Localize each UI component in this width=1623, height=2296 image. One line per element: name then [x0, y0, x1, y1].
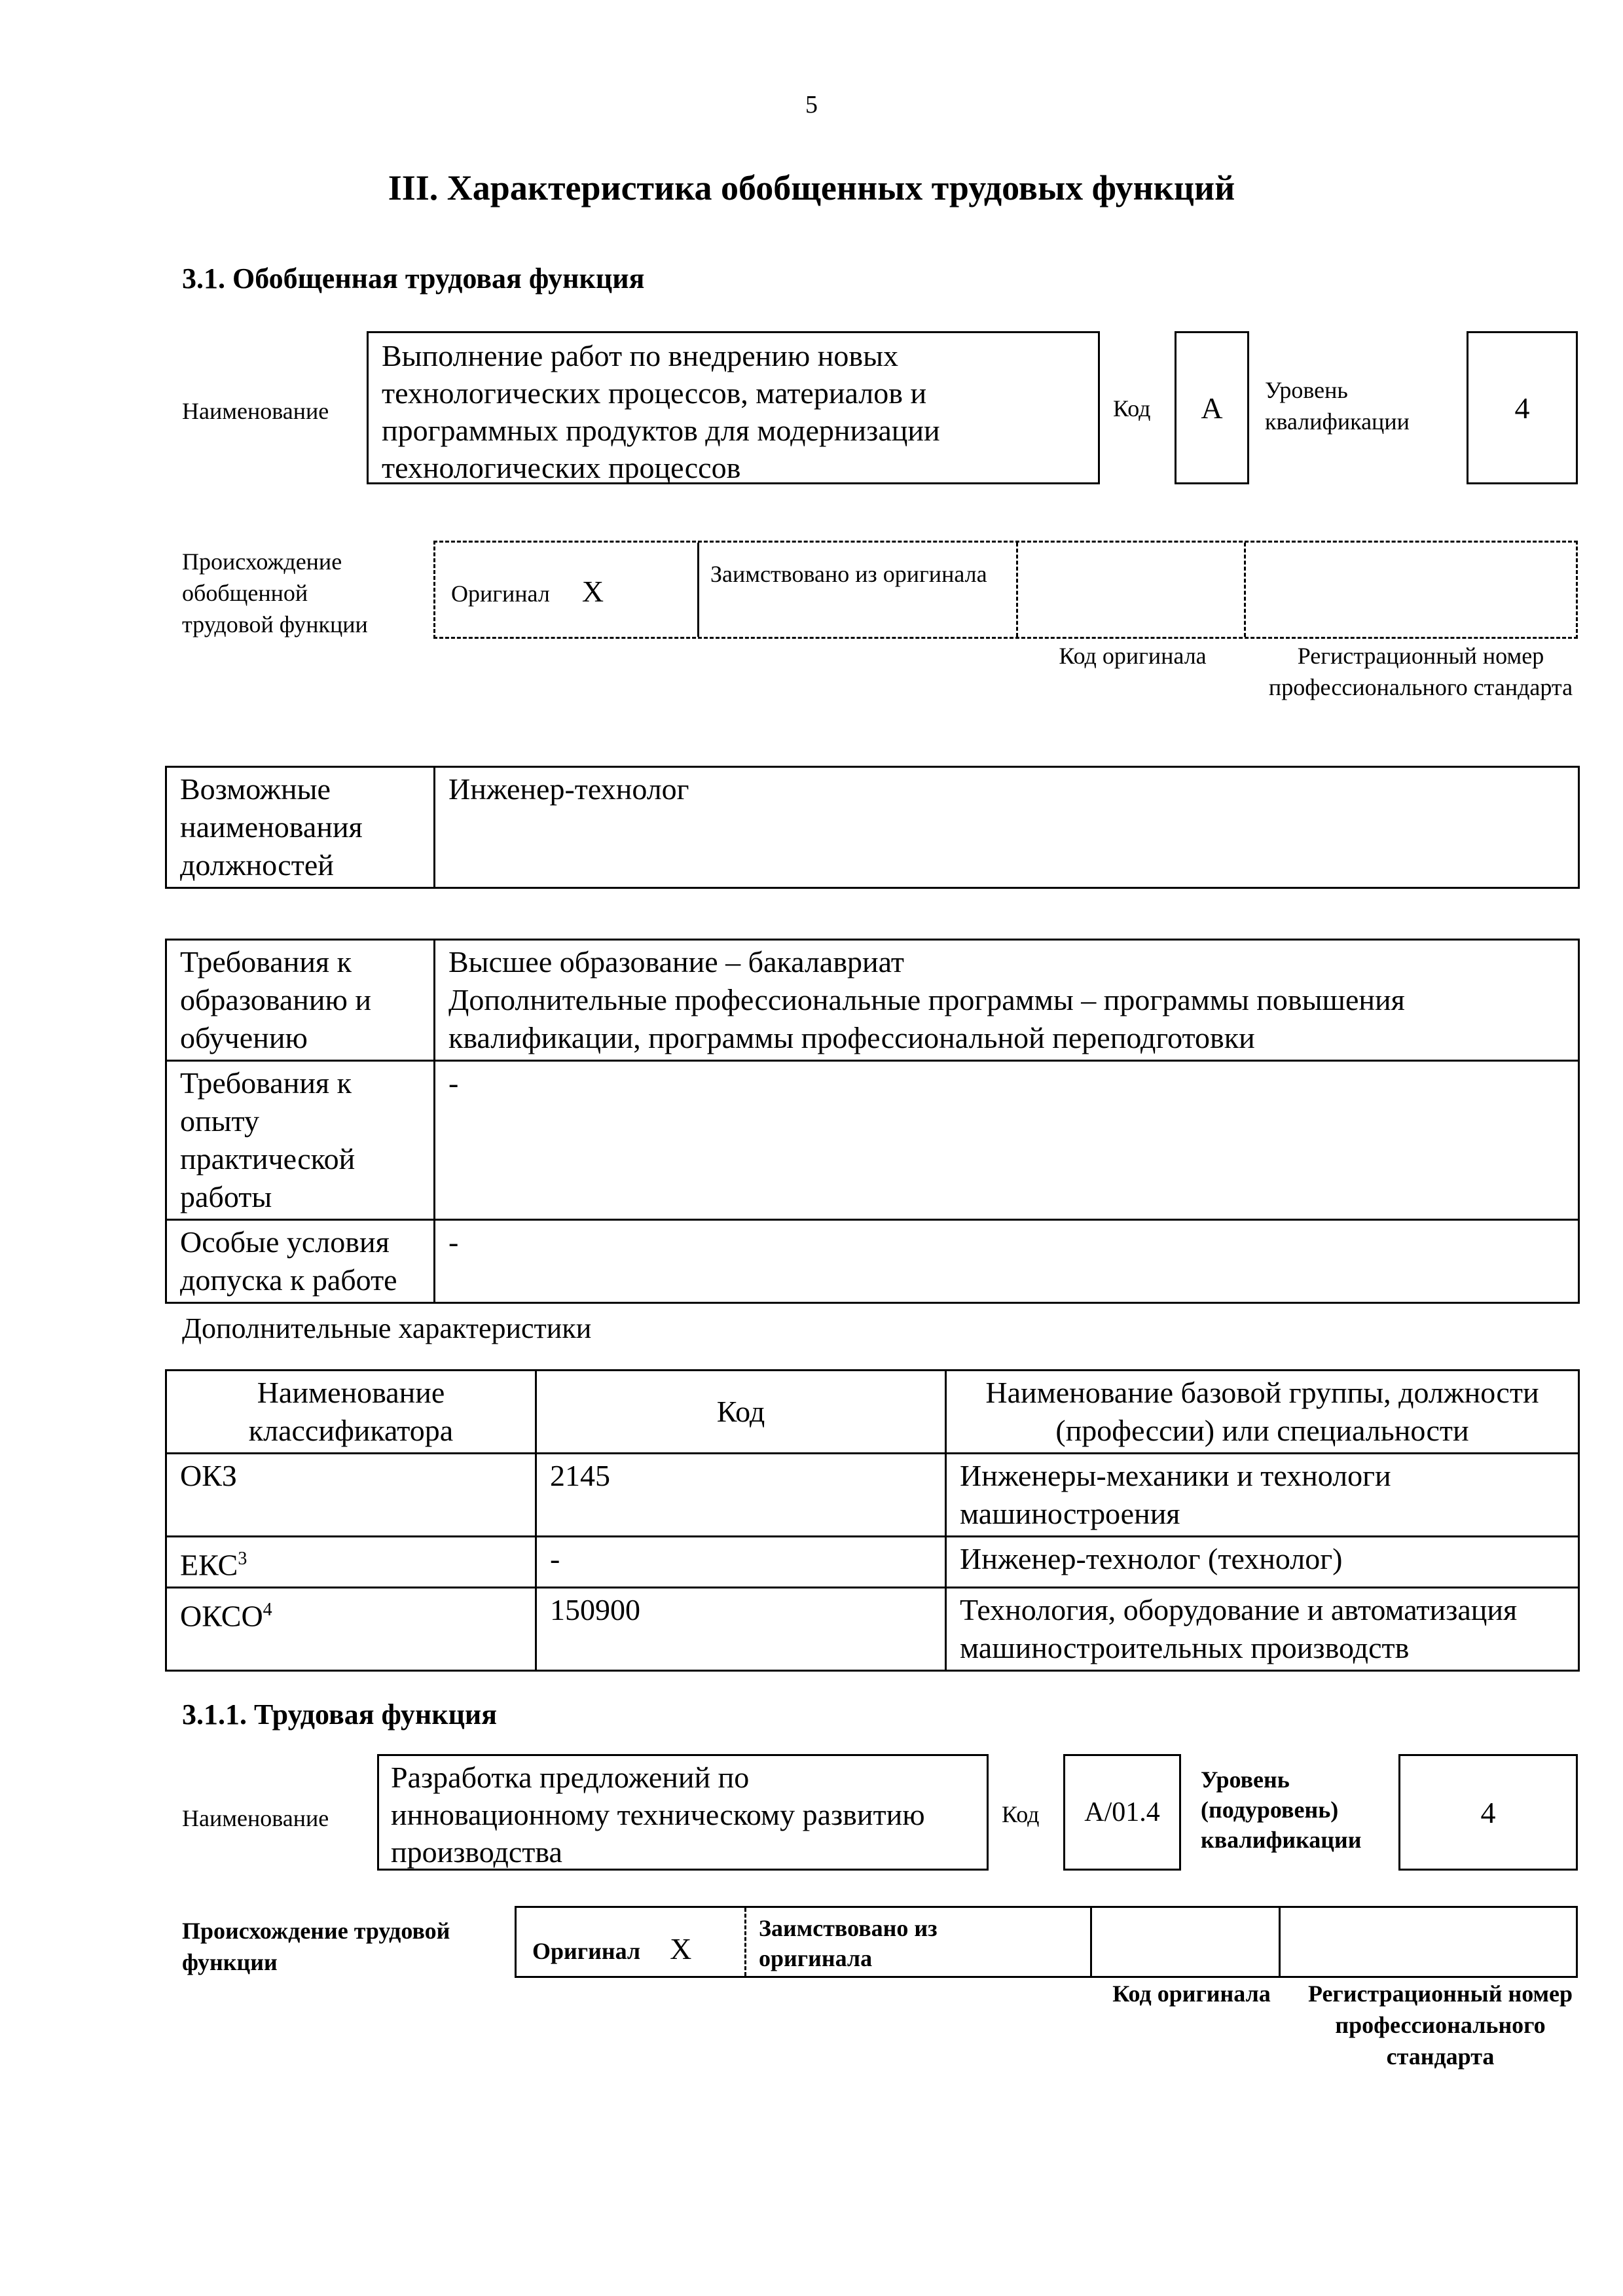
tf-level-label-3: квалификации — [1201, 1827, 1362, 1853]
tf-code-value: А/01.4 — [1084, 1797, 1160, 1827]
row-code: 150900 — [536, 1588, 946, 1671]
row-code: 2145 — [536, 1454, 946, 1537]
tf-name-box — [377, 1754, 989, 1871]
req-education-label: Требования к образованию и обучению — [166, 940, 435, 1061]
tf-name-value: Разработка предложений по инновационному техническому развитию производства — [391, 1761, 925, 1869]
additional-header-classifier: Наименование классификатора — [166, 1371, 536, 1454]
otf-name-value: Выполнение работ по внедрению новых технологических процессов, материалов и программных продуктов для модернизации технологических процессов — [382, 339, 940, 484]
otf-origin-borrowed: Заимствовано из оригинала — [710, 561, 987, 587]
requirement-row-experience — [166, 1061, 1579, 1220]
otf-level-box — [1467, 331, 1578, 484]
otf-code-label: Код — [1113, 395, 1151, 422]
footnote-mark: 3 — [238, 1549, 247, 1569]
req-special-label: Особые условия допуска к работе — [166, 1220, 435, 1303]
additional-header-row — [166, 1371, 1579, 1454]
tf-level-label-2: (подуровень) — [1201, 1797, 1339, 1823]
requirements-table — [165, 939, 1580, 1304]
tf-code-box — [1063, 1754, 1181, 1871]
additional-title: Дополнительные характеристики — [182, 1312, 592, 1344]
positions-label: Возможные наименования должностей — [166, 767, 435, 888]
tf-level-box — [1398, 1754, 1578, 1871]
positions-table — [165, 766, 1580, 889]
tf-code-label: Код — [1002, 1801, 1040, 1827]
req-experience-label: Требования к опыту практической работы — [166, 1061, 435, 1220]
req-education-value — [435, 940, 1579, 1061]
requirement-row-special — [166, 1220, 1579, 1303]
otf-name-label: Наименование — [182, 398, 329, 424]
requirement-row-education — [166, 940, 1579, 1061]
otf-origin-mark: X — [581, 575, 604, 608]
otf-level-value: 4 — [1514, 391, 1530, 425]
tf-origin-original: Оригинал — [532, 1938, 641, 1964]
row-desc: Технология, оборудование и автоматизация машиностроительных производств — [946, 1588, 1579, 1671]
table-row — [166, 1588, 1579, 1671]
tf-level-label-1: Уровень — [1201, 1767, 1290, 1793]
row-desc: Инженеры-механики и технологи машиностроения — [946, 1454, 1579, 1537]
otf-heading: 3.1. Обобщенная трудовая функция — [182, 262, 645, 295]
otf-origin-label: Происхождение обобщенной трудовой функции — [182, 548, 368, 637]
req-education-line-2: Дополнительные профессиональные программы – программы повышения квалификации, программы профессиональной переподготовки — [448, 983, 1405, 1054]
footnote-mark: 4 — [263, 1600, 272, 1621]
additional-header-code: Код — [536, 1371, 946, 1454]
positions-value: Инженер-технолог — [435, 767, 1579, 888]
page-number: 5 — [805, 91, 818, 118]
table-row — [166, 1454, 1579, 1537]
row-classifier-name: ОКСО — [180, 1599, 263, 1633]
row-classifier-name: ЕКС — [180, 1548, 238, 1582]
tf-caption-reg-number: Регистрационный номер профессионального стандарта — [1307, 1981, 1573, 2070]
tf-level-label — [1201, 1765, 1362, 1855]
row-classifier-name: ОКЗ — [180, 1459, 237, 1492]
section-title: III. Характеристика обобщенных трудовых функций — [388, 168, 1235, 207]
otf-origin-original: Оригинал — [451, 581, 550, 607]
req-education-line-1: Высшее образование – бакалавриат — [448, 945, 904, 978]
tf-caption-code-original: Код оригинала — [1112, 1981, 1271, 2007]
otf-level-label — [1265, 374, 1410, 437]
tf-origin-mark: X — [670, 1932, 692, 1965]
otf-caption-code-original: Код оригинала — [1059, 643, 1207, 669]
otf-code-box — [1175, 331, 1249, 484]
tf-level-value: 4 — [1480, 1795, 1496, 1829]
row-desc: Инженер-технолог (технолог) — [946, 1537, 1579, 1588]
table-row — [166, 1537, 1579, 1588]
row-classifier — [166, 1454, 536, 1537]
tf-origin-borrowed: Заимствовано из оригинала — [759, 1915, 938, 1971]
req-experience-value: - — [435, 1061, 1579, 1220]
tf-origin-label: Происхождение трудовой функции — [182, 1918, 450, 1975]
otf-level-label-2: квалификации — [1265, 408, 1410, 435]
row-code: - — [536, 1537, 946, 1588]
otf-level-label-1: Уровень — [1265, 377, 1348, 403]
row-classifier — [166, 1537, 536, 1588]
tf-heading: 3.1.1. Трудовая функция — [182, 1698, 498, 1731]
additional-table — [165, 1369, 1580, 1672]
otf-origin-table — [433, 541, 1578, 639]
additional-header-desc: Наименование базовой группы, должности (профессии) или специальности — [946, 1371, 1579, 1454]
otf-code-value: А — [1201, 391, 1223, 425]
row-classifier — [166, 1588, 536, 1671]
tf-origin-table — [515, 1906, 1578, 1978]
tf-name-label: Наименование — [182, 1805, 329, 1831]
otf-name-box — [367, 331, 1100, 484]
otf-caption-reg-number: Регистрационный номер профессионального стандарта — [1268, 643, 1573, 700]
req-special-value: - — [435, 1220, 1579, 1303]
